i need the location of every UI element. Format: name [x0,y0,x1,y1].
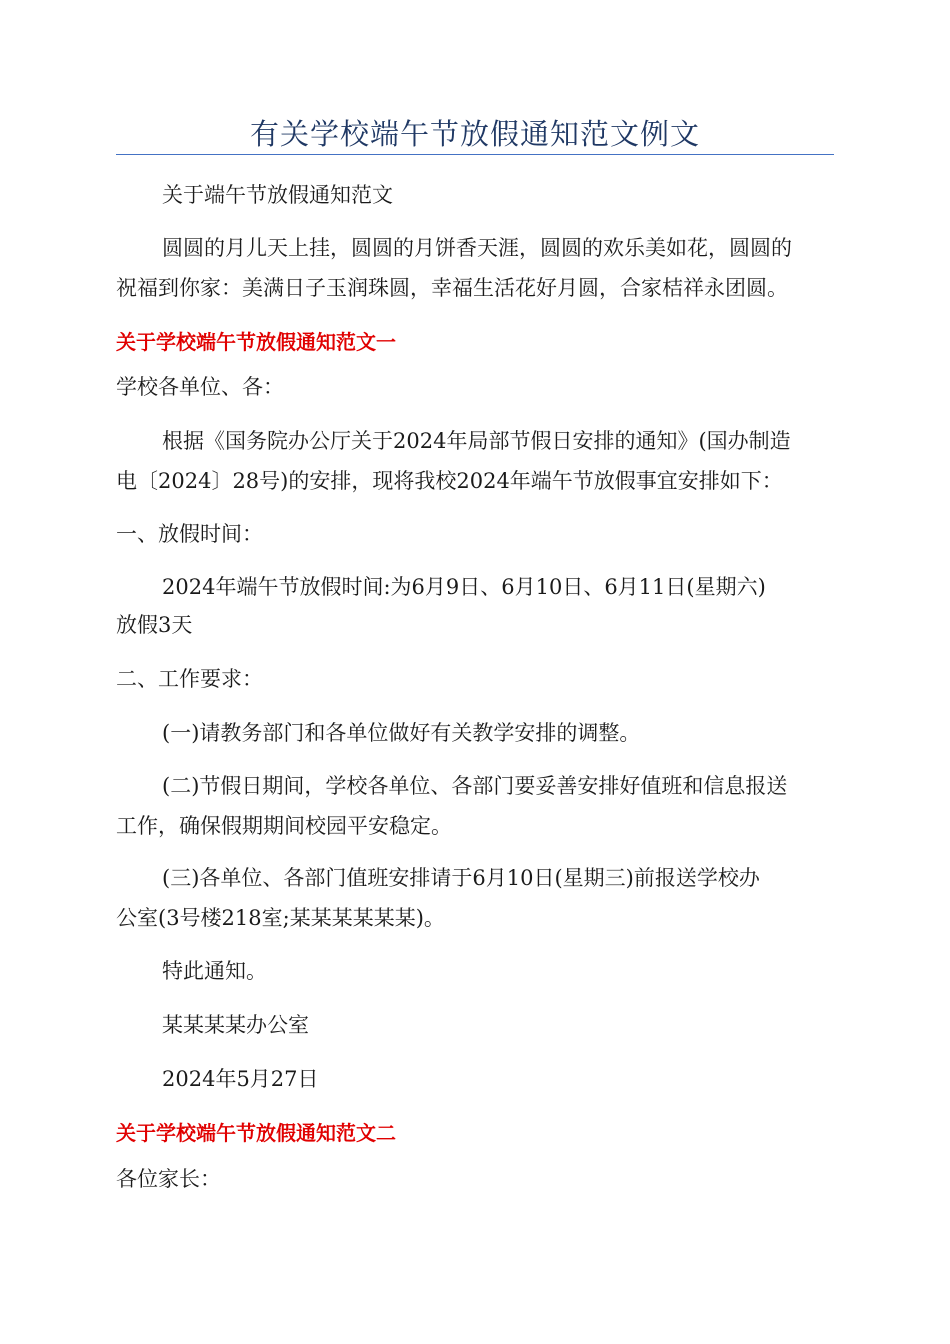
requirement-3-line-2: 公室(3号楼218室;某某某某某某)。 [116,906,445,930]
salutation-2: 各位家长： [116,1167,221,1191]
basis-line-1: 根据《国务院办公厅关于2024年局部节假日安排的通知》(国办制造 [162,429,791,453]
document-title: 有关学校端午节放假通知范文例文 [249,117,700,151]
requirement-2-line-2: 工作，确保假期期间校园平安稳定。 [116,814,452,838]
intro-heading: 关于端午节放假通知范文 [162,183,393,207]
notice-date: 2024年5月27日 [162,1067,319,1091]
part-2-title: 二、工作要求： [116,667,263,691]
basis-line-2: 电〔2024〕28号)的安排，现将我校2024年端午节放假事宜安排如下： [116,469,783,493]
intro-line-1: 圆圆的月儿天上挂，圆圆的月饼香天涯，圆圆的欢乐美如花，圆圆的 [162,236,792,260]
salutation-1: 学校各单位、各： [116,375,284,399]
requirement-1: (一)请教务部门和各单位做好有关教学安排的调整。 [162,721,641,745]
part-1-title: 一、放假时间： [116,522,263,546]
section-1-heading: 关于学校端午节放假通知范文一 [116,330,396,354]
signature-office: 某某某某办公室 [162,1013,309,1037]
intro-line-2: 祝福到你家：美满日子玉润珠圆，幸福生活花好月圆，合家桔祥永团圆。 [116,276,788,300]
notice-text: 特此通知。 [162,959,267,983]
requirement-2-line-1: (二)节假日期间，学校各单位、各部门要妥善安排好值班和信息报送 [162,774,788,798]
section-2-heading: 关于学校端午节放假通知范文二 [116,1121,396,1145]
holiday-line-1: 2024年端午节放假时间:为6月9日、6月10日、6月11日(星期六) [162,575,766,599]
holiday-line-2: 放假3天 [116,613,193,637]
title-underline [116,154,834,155]
requirement-3-line-1: (三)各单位、各部门值班安排请于6月10日(星期三)前报送学校办 [162,866,760,890]
